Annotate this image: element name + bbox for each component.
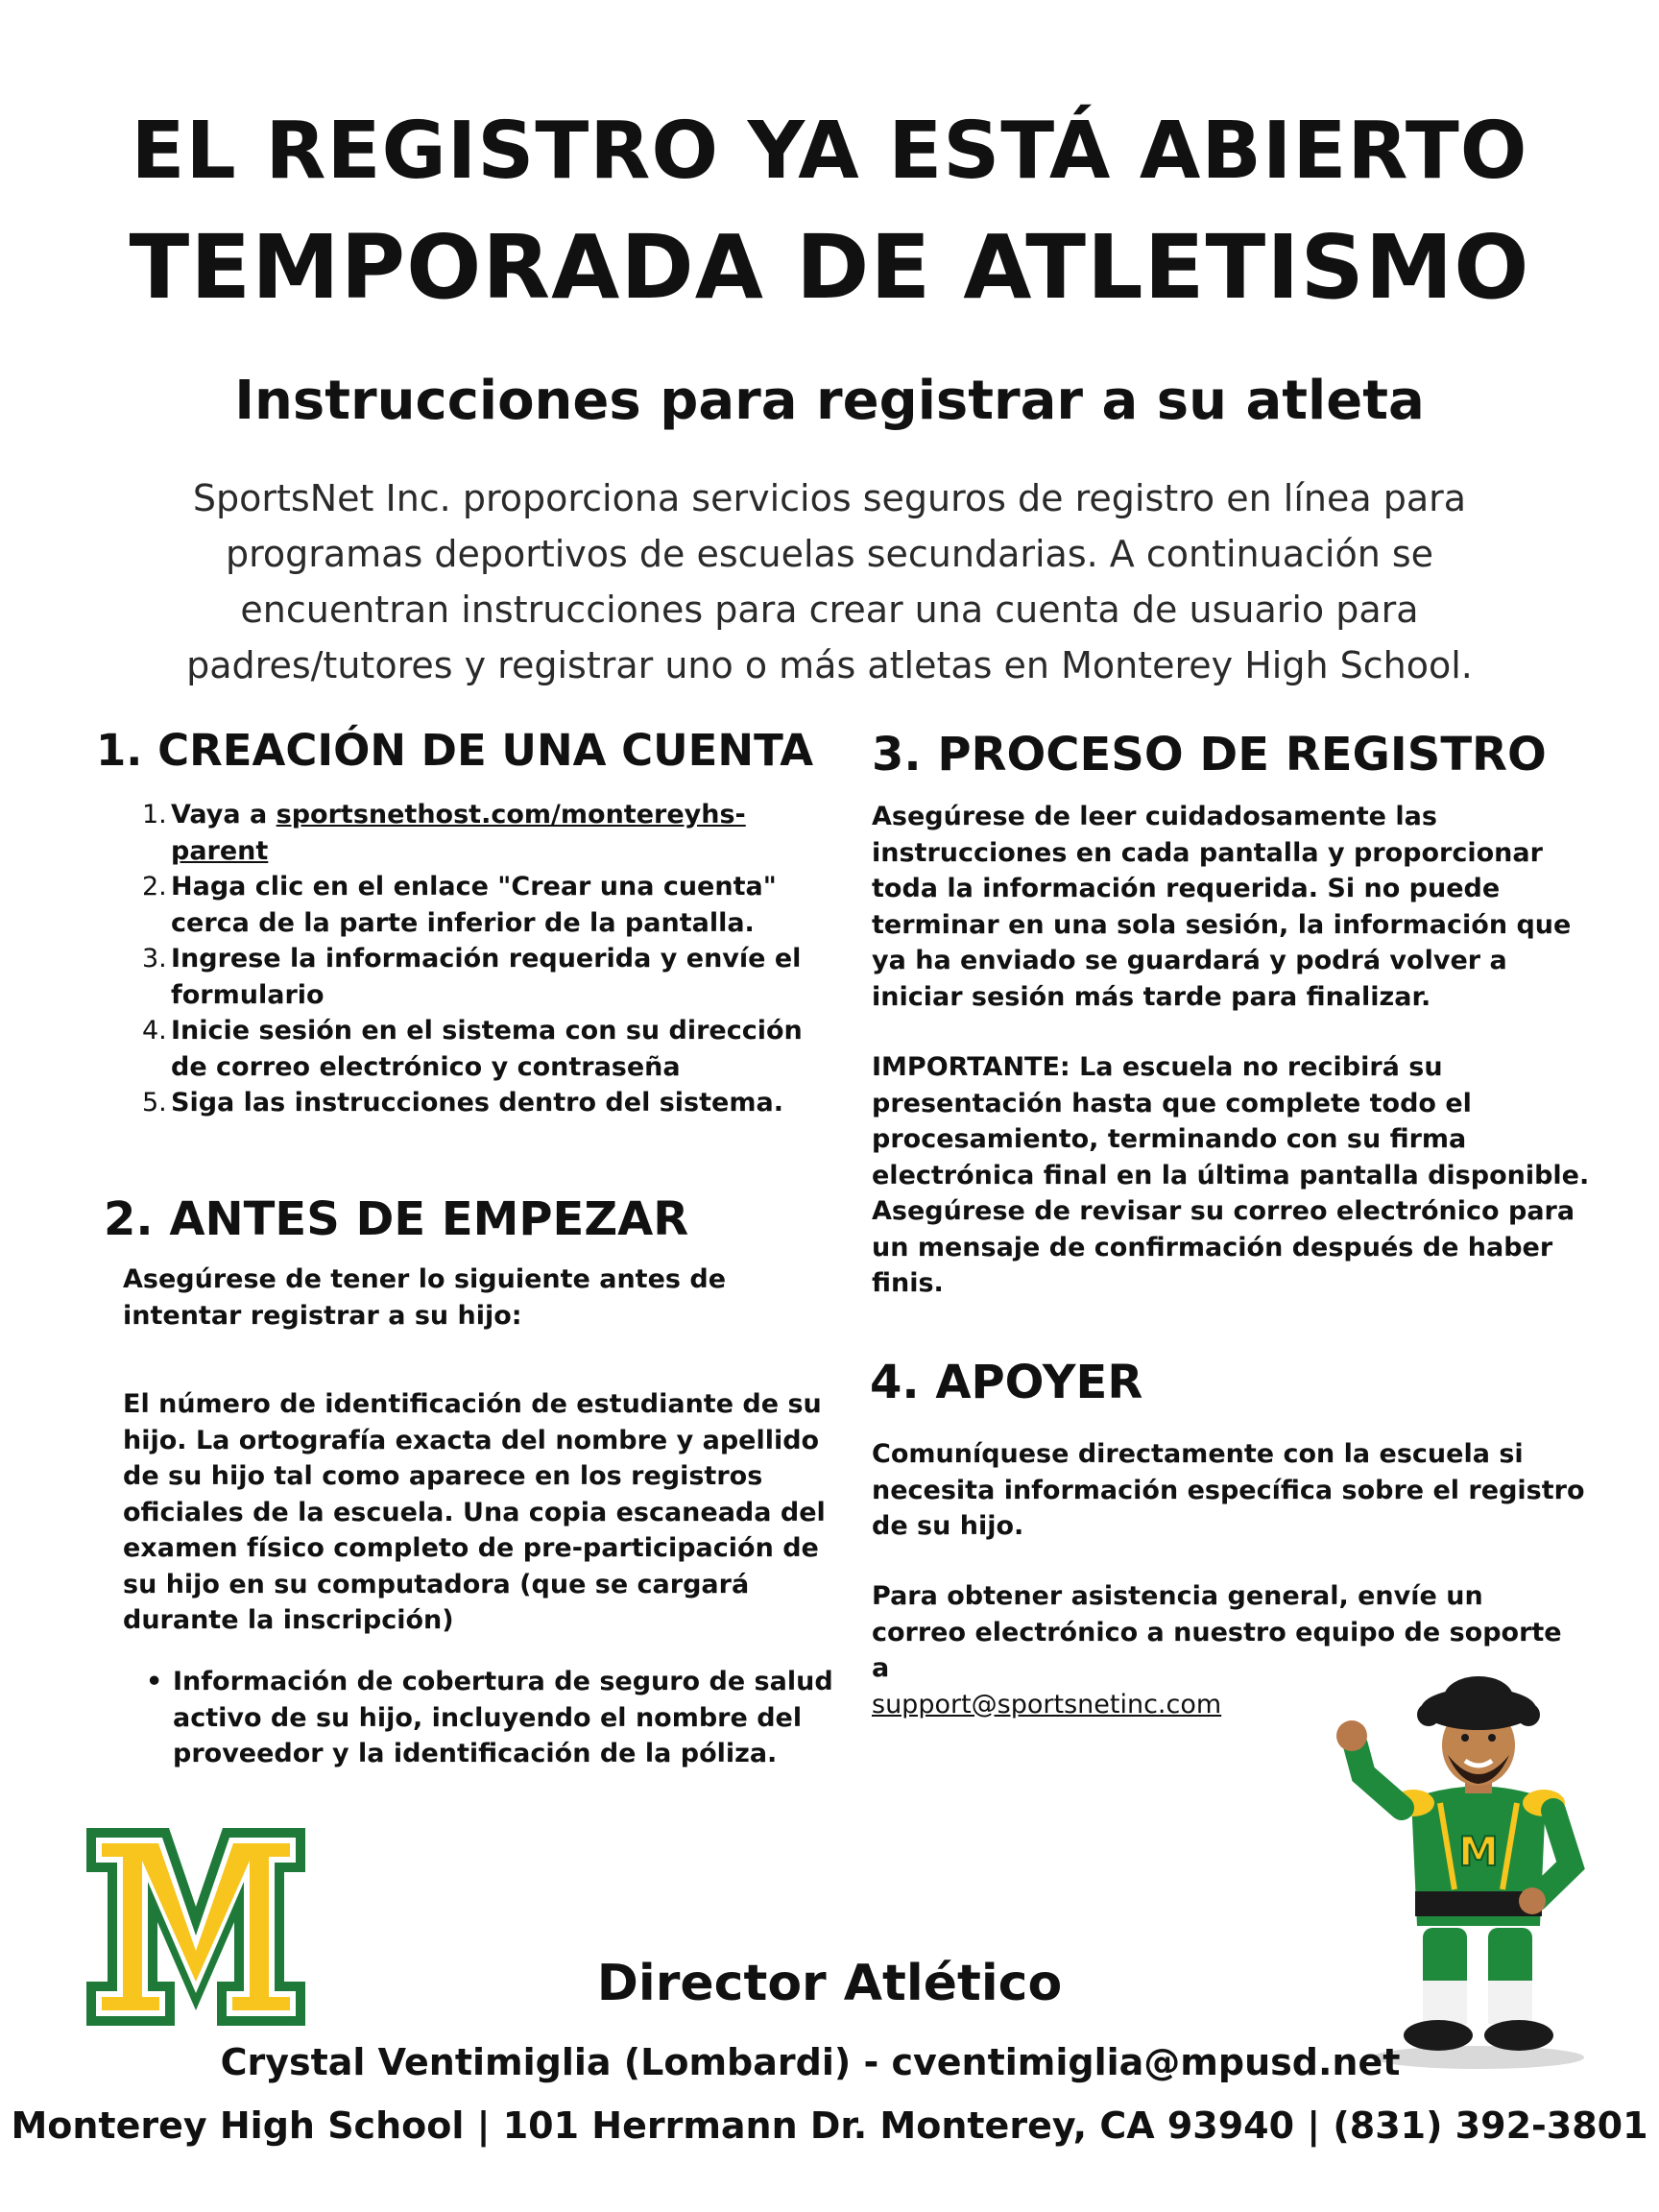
section-4-heading: 4. APOYER: [870, 1356, 1143, 1409]
registration-link[interactable]: sportsnethost.com/montereyhs-parent: [171, 800, 746, 866]
step-number: 1.: [142, 800, 167, 830]
subtitle: Instrucciones para registrar a su atleta: [234, 370, 1425, 432]
section-3-paragraph-2: IMPORTANTE: La escuela no recibirá su presentación hasta que complete todo el procesamiento, terminando con su firma electrónica final en la última pantalla disponible. Asegúrese de revisar su correo electrónico para un mensaje de confirmación después de haber finis.: [872, 1052, 1590, 1298]
list-item: [142, 1085, 833, 1121]
bullet-text: Información de cobertura de seguro de salud activo de su hijo, incluyendo el nombre del proveedor y la identificación de la póliza.: [173, 1667, 833, 1768]
bullet-icon: •: [146, 1667, 163, 1696]
step-number: 2.: [142, 872, 167, 902]
school-address-line: Monterey High School | 101 Herrmann Dr. Monterey, CA 93940 | (831) 392-3801: [11, 2104, 1648, 2147]
list-item: [142, 1013, 833, 1085]
step-number: 5.: [142, 1088, 167, 1118]
intro-paragraph: SportsNet Inc. proporciona servicios seguros de registro en línea para programas deportivos de escuelas secundarias. A continuación se encuentran instrucciones para crear una cuenta de usuario para padres/tutores y registrar uno o más atletas en Monterey High School.: [186, 477, 1473, 686]
athletic-director-title: Director Atlético: [596, 1955, 1063, 2012]
account-steps-list: [142, 797, 833, 1121]
svg-text:M: M: [1458, 1828, 1499, 1875]
athletic-director-contact: Crystal Ventimiglia (Lombardi) - cventimiglia@mpusd.net: [220, 2041, 1401, 2083]
section-3-paragraph-1: Asegúrese de leer cuidadosamente las instrucciones en cada pantalla y proporcionar toda la información requerida. Si no puede terminar en una sola sesión, la información que ya ha enviado se guardará y podrá volver a iniciar sesión más tarde para finalizar.: [872, 802, 1572, 1012]
list-item: [142, 941, 833, 1013]
list-item: [142, 797, 833, 869]
section-2-bullet-item: [146, 1664, 835, 1772]
step-text: Inicie sesión en el sistema con su dirección de correo electrónico y contraseña: [171, 1016, 803, 1082]
section-2-heading: 2. ANTES DE EMPEZAR: [104, 1192, 689, 1246]
list-item: [142, 869, 833, 941]
step-text: Vaya a: [171, 800, 276, 830]
step-text: Siga las instrucciones dentro del sistema.: [171, 1088, 783, 1118]
step-text: Ingrese la información requerida y envíe el formulario: [171, 944, 802, 1010]
support-text: Para obtener asistencia general, envíe un correo electrónico a nuestro equipo de soporte a: [872, 1581, 1562, 1683]
support-email-link[interactable]: support@sportsnetinc.com: [872, 1689, 1222, 1719]
step-number: 4.: [142, 1016, 167, 1046]
step-text: Haga clic en el enlace "Crear una cuenta" cerca de la parte inferior de la pantalla.: [171, 872, 777, 938]
section-1-heading: 1. CREACIÓN DE UNA CUENTA: [96, 725, 814, 776]
step-number: 3.: [142, 944, 167, 974]
title-line-2: TEMPORADA DE ATLETISMO: [129, 216, 1530, 319]
section-3-heading: 3. PROCESO DE REGISTRO: [872, 728, 1547, 781]
section-2-requirements: El número de identificación de estudiante de su hijo. La ortografía exacta del nombre y apellido de su hijo tal como aparece en los registros oficiales de la escuela. Una copia escaneada del examen físico completo de pre-participación de su hijo en su computadora (que se cargará durante la inscripción): [123, 1389, 826, 1635]
section-2-intro: Asegúrese de tener lo siguiente antes de intentar registrar a su hijo:: [123, 1264, 727, 1331]
title-line-1: EL REGISTRO YA ESTÁ ABIERTO: [131, 106, 1528, 197]
section-4-paragraph-1: Comuníquese directamente con la escuela si necesita información específica sobre el registro de su hijo.: [872, 1439, 1585, 1541]
